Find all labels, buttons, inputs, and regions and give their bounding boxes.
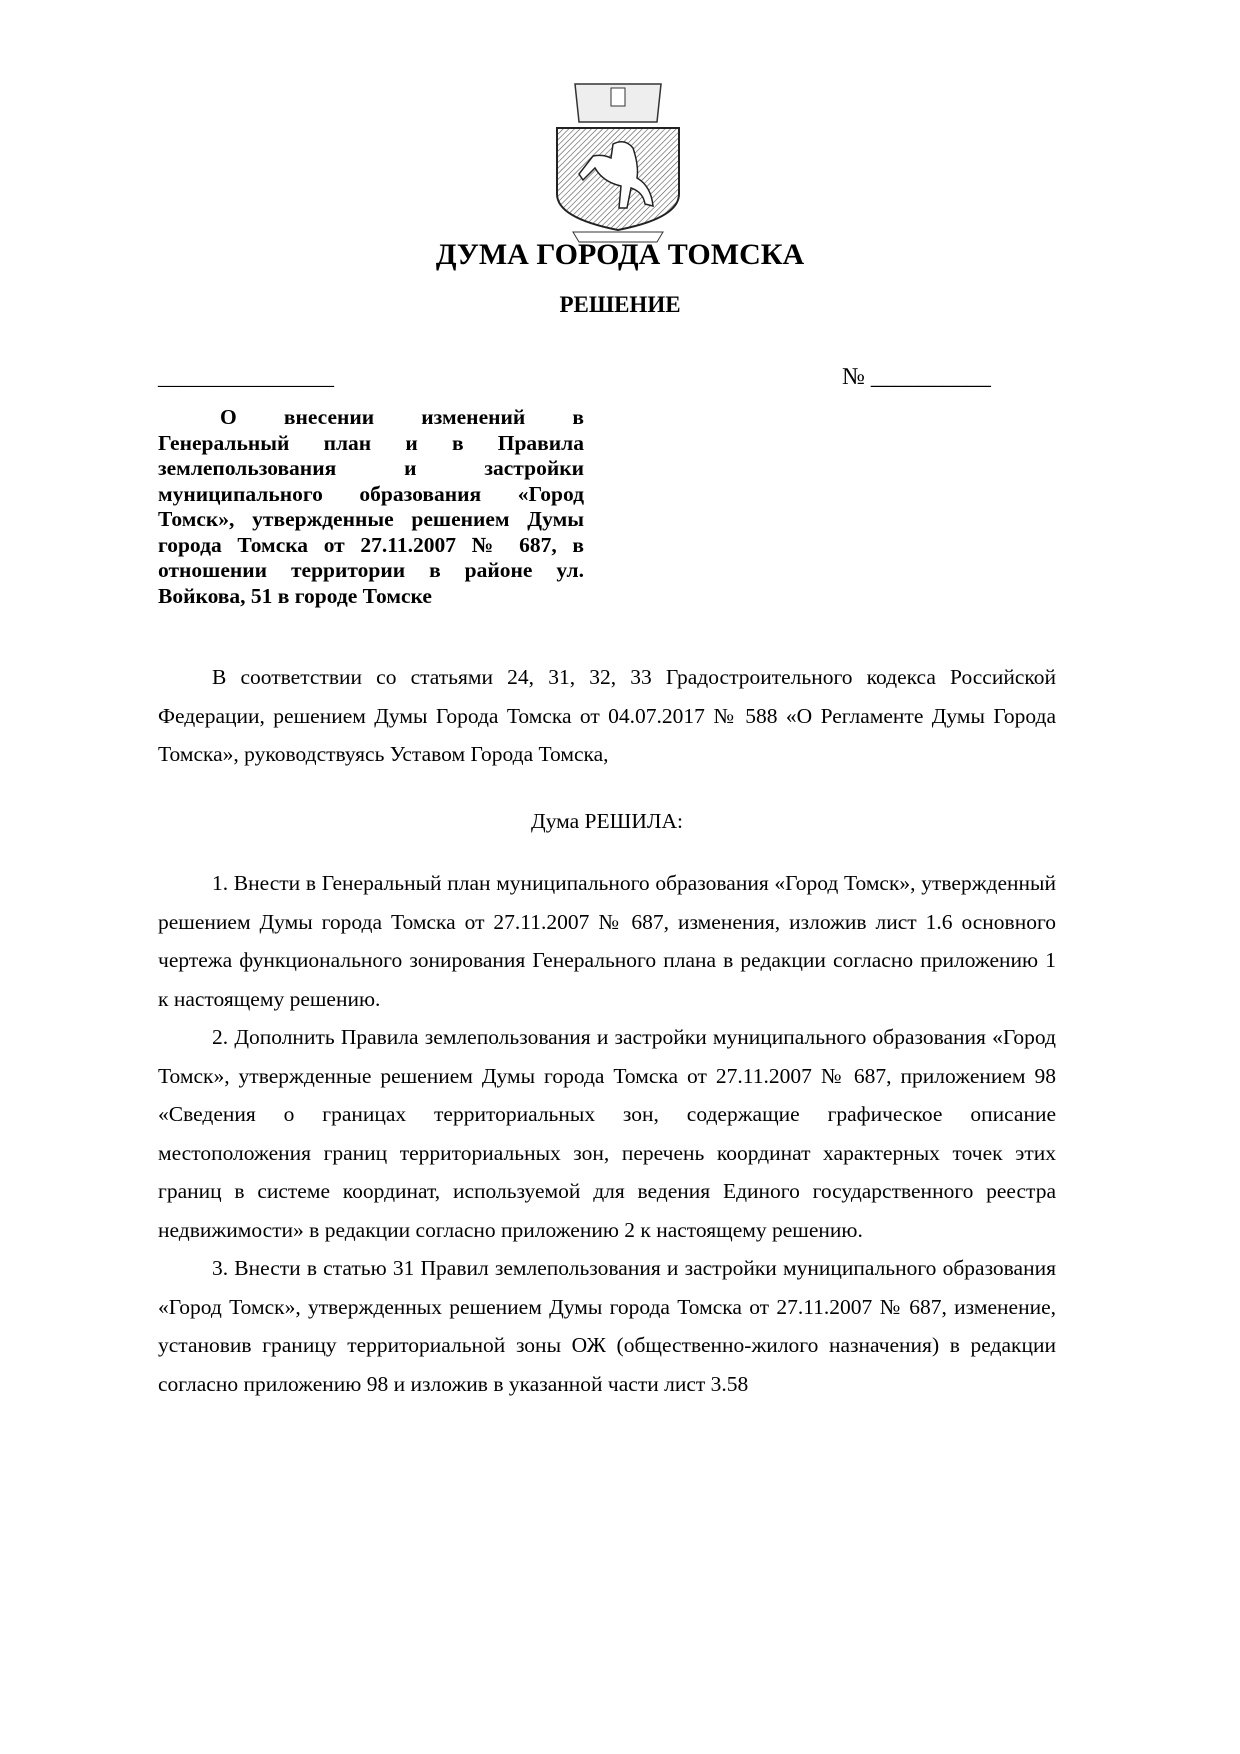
document-subject: О внесении изменений в Генеральный план и в Правила землепользования и застройки муниципального образования «Город Томск», утвержденные решением Думы города Томска от 27.11.2007 № 687, в отношении территории в районе ул. Войкова, 51 в городе Томске	[158, 405, 584, 608]
list-item: 1. Внести в Генеральный план муниципального образования «Город Томск», утвержденный решением Думы города Томска от 27.11.2007 № 687, изменения, изложив лист 1.6 основного чертежа функционального зонирования Генерального плана в редакции согласно приложению 1 к настоящему решению.	[158, 871, 1056, 1011]
document-number-blank: № __________	[842, 364, 991, 390]
list-item: 3. Внести в статью 31 Правил землепользования и застройки муниципального образования «Город Томск», утвержденных решением Думы города Томска от 27.11.2007 № 687, изменение, установив границу территориальной зоны ОЖ (общественно-жилого назначения) в редакции согласно приложению 98 и изложив в указанной части лист 3.58	[158, 1256, 1056, 1396]
resolved-heading: Дума РЕШИЛА:	[531, 808, 683, 833]
organization-title: ДУМА ГОРОДА ТОМСКА	[435, 238, 805, 271]
document-body	[158, 658, 1056, 1403]
preamble-paragraph: В соответствии со статьями 24, 31, 32, 33 Градостроительного кодекса Российской Федерации, решением Думы Города Томска от 04.07.2017 № 588 «О Регламенте Думы Города Томска», руководствуясь Уставом Города Томска,	[158, 665, 1056, 766]
document-type: РЕШЕНИЕ	[559, 292, 681, 317]
list-item: 2. Дополнить Правила землепользования и застройки муниципального образования «Город Томск», утвержденные решением Думы города Томска от 27.11.2007 № 687, приложением 98 «Сведения о границах территориальных зон, содержащие графическое описание местоположения границ территориальных зон, перечень координат характерных точек этих границ в системе координат, используемой для ведения Единого государственного реестра недвижимости» в редакции согласно приложению 2 к настоящему решению.	[158, 1025, 1056, 1242]
tomsk-coat-of-arms-logo	[553, 82, 683, 244]
date-blank: ________________	[158, 364, 334, 389]
